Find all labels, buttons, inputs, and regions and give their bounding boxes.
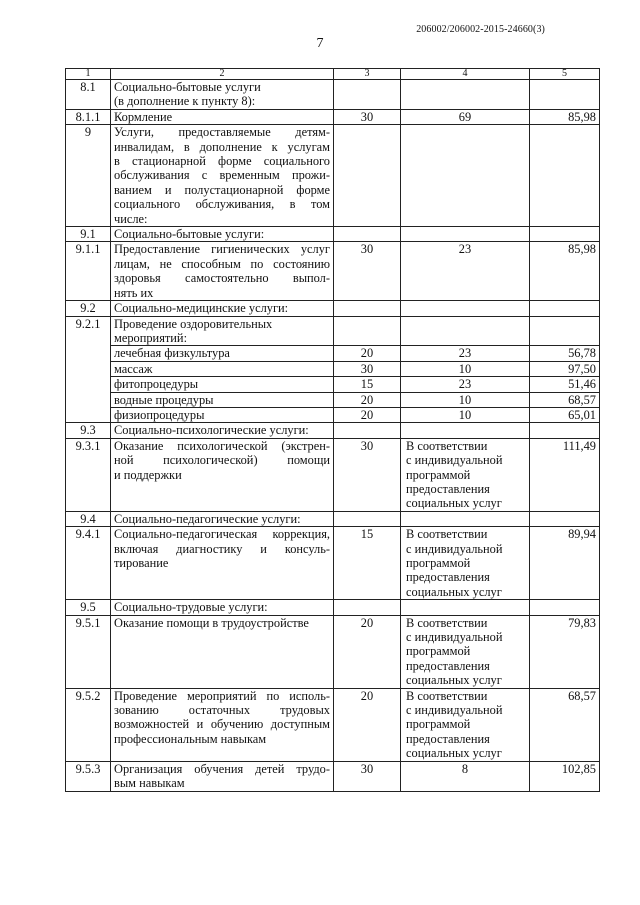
table-row: [66, 227, 600, 242]
table-row: [66, 346, 600, 361]
description-line: и поддержки: [114, 467, 182, 482]
col4-line: социальных услуг: [406, 746, 502, 761]
col4-line: социальных услуг: [406, 673, 502, 688]
col4-value: [401, 761, 530, 791]
column-header-2: 2: [111, 69, 334, 80]
row-number: 9.5.2: [66, 688, 111, 761]
col4-line: 23: [458, 377, 472, 392]
table-row: [66, 80, 600, 110]
col4-value: [401, 125, 530, 227]
description-line: обслуживания с временным прожи-: [114, 168, 330, 183]
price-value: [530, 80, 600, 110]
price-value: [530, 600, 600, 615]
table-row: [66, 615, 600, 688]
row-number: [66, 392, 111, 407]
col4-value: [401, 615, 530, 688]
row-number: 8.1.1: [66, 109, 111, 124]
col3-value: [334, 301, 401, 316]
col4-value: [401, 377, 530, 392]
service-description: [111, 346, 334, 361]
services-table: [65, 68, 600, 792]
description-line: ной психологической) помощи: [114, 453, 330, 468]
price-value: 68,57: [530, 392, 600, 407]
col3-value: 15: [334, 527, 401, 600]
col4-line: с индивидуальной: [406, 541, 503, 556]
col3-value: 30: [334, 438, 401, 511]
price-value: 56,78: [530, 346, 600, 361]
row-number: 9.3: [66, 423, 111, 438]
col4-line: 10: [458, 407, 472, 422]
col4-line: с индивидуальной: [406, 453, 503, 468]
col4-line: с индивидуальной: [406, 703, 503, 718]
description-line: Социально-медицинские услуги:: [114, 301, 289, 316]
price-value: 85,98: [530, 109, 600, 124]
row-number: 8.1: [66, 80, 111, 110]
col4-line: программой: [406, 467, 471, 482]
column-header-4: 4: [401, 69, 530, 80]
service-description: [111, 227, 334, 242]
col4-line: 10: [458, 392, 472, 407]
description-line: Кормление: [114, 109, 173, 124]
col3-value: [334, 316, 401, 346]
row-number: [66, 377, 111, 392]
table-row: [66, 527, 600, 600]
service-description: [111, 600, 334, 615]
col3-value: [334, 80, 401, 110]
description-line: лечебная физкультура: [114, 346, 230, 361]
col4-line: В соответствии: [406, 438, 488, 453]
description-line: (в дополнение к пункту 8):: [114, 94, 256, 109]
description-line: физиопроцедуры: [114, 407, 205, 422]
col4-value: [401, 511, 530, 526]
column-header-5: 5: [530, 69, 600, 80]
description-line: вым навыкам: [114, 776, 185, 791]
col4-line: программой: [406, 556, 471, 570]
service-description: [111, 438, 334, 511]
description-line: включая диагностику и консуль-: [114, 541, 330, 556]
table-row: [66, 377, 600, 392]
price-value: 97,50: [530, 361, 600, 376]
table-row: [66, 423, 600, 438]
col3-value: 20: [334, 407, 401, 422]
description-line: Социально-бытовые услуги: [114, 80, 261, 94]
row-number: 9.4: [66, 511, 111, 526]
description-line: Организация обучения детей трудо-: [114, 761, 330, 776]
col4-line: В соответствии: [406, 688, 488, 703]
col3-value: [334, 511, 401, 526]
table-row: [66, 125, 600, 227]
col4-value: [401, 438, 530, 511]
col4-line: предоставления: [406, 481, 490, 496]
col4-value: [401, 227, 530, 242]
table-row: [66, 761, 600, 791]
price-value: 79,83: [530, 615, 600, 688]
service-description: [111, 301, 334, 316]
table-row: [66, 316, 600, 346]
description-line: Оказание помощи в трудоустройстве: [114, 615, 309, 630]
col3-value: [334, 600, 401, 615]
col4-value: [401, 392, 530, 407]
row-number: [66, 407, 111, 422]
page-number: 7: [316, 36, 324, 51]
service-description: [111, 80, 334, 110]
price-value: 111,49: [530, 438, 600, 511]
col4-value: [401, 361, 530, 376]
col3-value: 20: [334, 346, 401, 361]
price-value: 51,46: [530, 377, 600, 392]
price-value: 65,01: [530, 407, 600, 422]
description-line: Социально-психологические услуги:: [114, 423, 309, 438]
description-line: Социально-бытовые услуги:: [114, 227, 265, 242]
col4-value: [401, 242, 530, 301]
col4-line: 23: [458, 346, 472, 361]
description-line: социального обслуживания, в том: [114, 197, 330, 212]
description-line: Социально-педагогическая коррекция,: [114, 527, 330, 542]
column-header-1: 1: [66, 69, 111, 80]
col4-line: предоставления: [406, 658, 490, 673]
description-line: в стационарной форме социального: [114, 154, 330, 169]
description-line: нять их: [114, 285, 154, 300]
service-description: [111, 109, 334, 124]
description-line: зованию остаточных трудовых: [114, 703, 330, 718]
price-value: [530, 227, 600, 242]
price-value: [530, 423, 600, 438]
col4-line: 69: [458, 109, 472, 124]
col3-value: 15: [334, 377, 401, 392]
price-value: [530, 316, 600, 346]
service-description: [111, 392, 334, 407]
description-line: Предоставление гигиенических услуг: [114, 242, 330, 257]
description-line: Услуги, предоставляемые детям-: [114, 125, 330, 140]
row-number: 9.2.1: [66, 316, 111, 346]
description-line: водные процедуры: [114, 392, 214, 407]
price-value: [530, 301, 600, 316]
col3-value: 30: [334, 242, 401, 301]
description-line: здоровья самостоятельно выпол-: [114, 271, 330, 286]
row-number: 9.4.1: [66, 527, 111, 600]
service-description: [111, 511, 334, 526]
service-description: [111, 423, 334, 438]
price-value: 102,85: [530, 761, 600, 791]
col4-line: социальных услуг: [406, 584, 502, 599]
service-description: [111, 761, 334, 791]
service-description: [111, 615, 334, 688]
description-line: массаж: [114, 361, 153, 376]
description-line: Проведение оздоровительных: [114, 316, 273, 331]
price-value: 68,57: [530, 688, 600, 761]
col4-line: В соответствии: [406, 527, 488, 542]
col4-value: [401, 600, 530, 615]
row-number: 9.2: [66, 301, 111, 316]
table-row: [66, 511, 600, 526]
row-number: [66, 346, 111, 361]
table-row: [66, 361, 600, 376]
col4-line: 10: [458, 361, 472, 376]
table-row: [66, 301, 600, 316]
description-line: Социально-трудовые услуги:: [114, 600, 268, 615]
col4-line: программой: [406, 644, 471, 659]
row-number: 9.5.1: [66, 615, 111, 688]
col3-value: 20: [334, 392, 401, 407]
table-row: [66, 242, 600, 301]
col4-value: [401, 301, 530, 316]
description-line: тирование: [114, 556, 169, 570]
col4-value: [401, 423, 530, 438]
col3-value: [334, 227, 401, 242]
price-value: 89,94: [530, 527, 600, 600]
col3-value: 20: [334, 615, 401, 688]
col4-line: с индивидуальной: [406, 630, 503, 645]
col4-value: [401, 316, 530, 346]
service-description: [111, 361, 334, 376]
row-number: [66, 361, 111, 376]
description-line: мероприятий:: [114, 330, 188, 345]
col3-value: 30: [334, 761, 401, 791]
description-line: Проведение мероприятий по исполь-: [114, 688, 330, 703]
description-line: Оказание психологической (экстрен-: [114, 438, 330, 453]
row-number: 9.5: [66, 600, 111, 615]
col4-value: [401, 407, 530, 422]
col4-line: 23: [458, 242, 472, 257]
col4-line: программой: [406, 717, 471, 732]
col4-line: В соответствии: [406, 615, 488, 630]
col3-value: 30: [334, 109, 401, 124]
col3-value: [334, 125, 401, 227]
col4-line: предоставления: [406, 731, 490, 746]
description-line: Социально-педагогические услуги:: [114, 511, 301, 526]
col4-value: [401, 688, 530, 761]
row-number: 9.5.3: [66, 761, 111, 791]
description-line: возможностей и обучению доступным: [114, 717, 330, 732]
description-line: числе:: [114, 211, 148, 226]
service-description: [111, 242, 334, 301]
col4-line: предоставления: [406, 570, 490, 585]
row-number: 9.1.1: [66, 242, 111, 301]
table-row: [66, 438, 600, 511]
row-number: 9: [66, 125, 111, 227]
service-description: [111, 688, 334, 761]
table-row: [66, 392, 600, 407]
description-line: лицам, не способным по состоянию: [114, 256, 330, 271]
row-number: 9.3.1: [66, 438, 111, 511]
row-number: 9.1: [66, 227, 111, 242]
col4-value: [401, 109, 530, 124]
service-description: [111, 407, 334, 422]
col4-value: [401, 80, 530, 110]
price-value: 85,98: [530, 242, 600, 301]
col4-line: 8: [461, 761, 469, 776]
table-row: [66, 109, 600, 124]
price-value: [530, 511, 600, 526]
col3-value: 30: [334, 361, 401, 376]
description-line: ванием и полустационарной форме: [114, 182, 330, 197]
document-id: 206002/206002-2015-24660(3): [416, 24, 545, 35]
column-header-row: [66, 69, 600, 80]
service-description: [111, 316, 334, 346]
description-line: инвалидам, в дополнение к услугам: [114, 139, 330, 154]
col3-value: 20: [334, 688, 401, 761]
service-description: [111, 125, 334, 227]
price-value: [530, 125, 600, 227]
col4-line: социальных услуг: [406, 496, 502, 511]
table-row: [66, 600, 600, 615]
service-description: [111, 527, 334, 600]
table-row: [66, 688, 600, 761]
column-header-3: 3: [334, 69, 401, 80]
description-line: фитопроцедуры: [114, 377, 199, 392]
col3-value: [334, 423, 401, 438]
col4-value: [401, 346, 530, 361]
description-line: профессиональным навыкам: [114, 731, 267, 746]
service-description: [111, 377, 334, 392]
table-row: [66, 407, 600, 422]
col4-value: [401, 527, 530, 600]
